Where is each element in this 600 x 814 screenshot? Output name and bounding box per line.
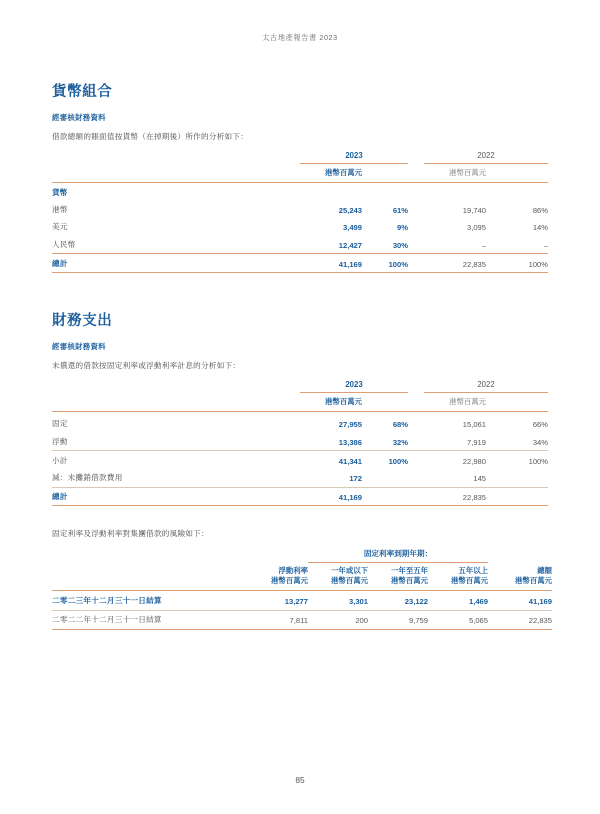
year-header-2022: 2022 [424,380,548,393]
span-header-fixed-maturity: 固定利率到期年期： [308,548,488,563]
total-value-2023: 41,169 [300,254,362,273]
cell-over-5y-2023: 1,469 [468,597,488,607]
col-header-floating [248,563,308,591]
deduction-percent-2023 [362,469,408,487]
row-label: 固定 [52,419,68,429]
cell-value-2023: 13,386 [338,437,362,447]
table-row [52,591,552,610]
table-row [52,200,548,218]
cell-percent-2023: 68% [392,420,409,430]
cell-within-1y-2022: 200 [355,616,368,626]
deduction-value-2022: 145 [473,474,487,484]
cell-percent-2022: 66% [532,420,549,430]
col-header-within-1y-unit: 港幣百萬元 [331,576,368,586]
cell-total-2022: 22,835 [528,616,552,626]
table-subtotal-row [52,451,548,469]
cell-floating-2022: 7,811 [289,616,308,626]
table-row-deduction [52,469,548,487]
col-header-1to5y [368,563,428,591]
subtotal-percent-2023: 100% [362,451,408,469]
table-row [52,412,548,433]
col-header-1to5y-label: 一年至五年 [391,566,428,576]
table-currency-composition [52,151,548,273]
subtitle-finance: 經審核財務資料 [52,342,106,352]
col-header-over-5y-label: 五年以上 [458,566,488,576]
subtotal-percent-2022: 100% [486,451,548,469]
lead-text-finance: 未償還的借款按固定利率或浮動利率計息的分析如下： [52,361,241,371]
unit-header-2022: 港幣百萬元 [449,168,487,177]
table-row [52,432,548,450]
cell-over-5y-2022: 5,065 [468,616,488,626]
row-label: 浮動 [52,436,68,446]
year-header-2022: 2022 [424,151,548,164]
total-percent-2023 [362,487,408,506]
table-row [52,218,548,236]
row-label-deduction: 減：未攤銷借款費用 [52,473,123,483]
unit-header-2023: 港幣百萬元 [325,168,362,177]
row-label: 美元 [52,222,68,232]
table-header-units [52,164,548,183]
subtitle-currency: 經審核財務資料 [52,113,106,122]
cell-1to5y-2023: 23,122 [404,597,428,607]
cell-value-2022: 19,740 [462,205,487,215]
total-value-2022: 22,835 [424,487,486,506]
col-header-total-unit: 港幣百萬元 [515,576,552,586]
cell-1to5y-2022: 9,759 [408,616,428,626]
col-header-floating-label: 浮動利率 [278,566,308,576]
running-head: 太古地產報告書 2023 [262,33,338,42]
cell-value-2023: 25,243 [338,205,362,215]
deduction-percent-2022 [486,469,548,487]
cell-value-2023: 12,427 [338,241,362,251]
cell-percent-2022: 34% [532,437,549,447]
total-percent-2022 [486,487,548,506]
row-label-subtotal: 小計 [52,451,300,469]
section-currency [52,80,548,273]
total-value-2022: 22,835 [424,254,486,273]
lead-text-currency: 借款總額的賬面值按貨幣（在掉期後）所作的分析如下： [52,132,249,141]
col-header-total-label: 總額 [537,566,552,576]
table-row [52,611,552,630]
section-title-finance: 財務支出 [52,313,113,330]
col-header-floating-unit: 港幣百萬元 [271,576,308,586]
col-header-over-5y-unit: 港幣百萬元 [451,576,488,586]
deduction-value-2023: 172 [349,474,362,484]
cell-percent-2022: – [543,241,549,251]
col-header-within-1y [308,563,368,591]
cell-percent-2023: 32% [392,437,409,447]
page-number: 85 [295,775,305,785]
cell-total-2023: 41,169 [528,597,552,607]
col-header-1to5y-unit: 港幣百萬元 [391,576,428,586]
total-percent-2022: 100% [486,254,548,273]
row-label: 港幣 [52,204,68,214]
table-header-years [52,380,548,393]
cell-value-2022: – [481,241,487,251]
lead-text-maturity: 固定利率及浮動利率對集團借款的風險如下： [52,529,209,539]
cell-value-2022: 7,919 [467,437,487,447]
col-header-within-1y-label: 一年或以下 [331,566,368,576]
table-span-header-row [52,548,552,563]
group-header-currency: 貨幣 [52,188,68,197]
table-total-row [52,254,548,273]
row-label: 人民幣 [52,240,76,250]
year-header-2023: 2023 [300,151,408,164]
row-label-2023: 二零二三年十二月三十一日結算 [52,596,162,606]
cell-value-2022: 3,095 [467,223,487,233]
table-interest-rate-maturity [52,548,552,629]
cell-value-2022: 15,061 [462,420,487,430]
cell-percent-2023: 61% [392,205,409,215]
row-label-total: 總計 [52,487,300,506]
total-percent-2023: 100% [362,254,408,273]
cell-percent-2023: 9% [397,223,409,233]
col-header-over-5y [428,563,488,591]
table-header-years [52,151,548,164]
subtotal-value-2023: 41,341 [300,451,362,469]
subtotal-value-2022: 22,980 [424,451,486,469]
cell-floating-2023: 13,277 [284,597,308,607]
table-fixed-floating [52,380,548,506]
row-label-2022: 二零二二年十二月三十一日結算 [52,615,162,625]
section-title-currency: 貨幣組合 [52,84,113,100]
unit-header-2023: 港幣百萬元 [325,397,362,407]
section-finance-costs [52,309,552,630]
table-row [52,236,548,254]
table-column-headers [52,563,552,591]
cell-value-2023: 27,955 [338,420,362,430]
cell-percent-2022: 86% [532,205,549,215]
total-value-2023: 41,169 [300,487,362,506]
col-header-total [488,563,552,591]
unit-header-2022: 港幣百萬元 [449,397,487,407]
table-header-units [52,393,548,412]
cell-value-2023: 3,499 [342,223,362,233]
cell-percent-2022: 14% [532,223,549,233]
cell-percent-2023: 30% [392,241,409,251]
table-group-header [52,183,548,201]
cell-within-1y-2023: 3,301 [348,597,368,607]
table-total-row [52,487,548,506]
year-header-2023: 2023 [300,380,408,393]
table-rule [52,629,552,630]
row-label-total: 總計 [52,254,300,273]
